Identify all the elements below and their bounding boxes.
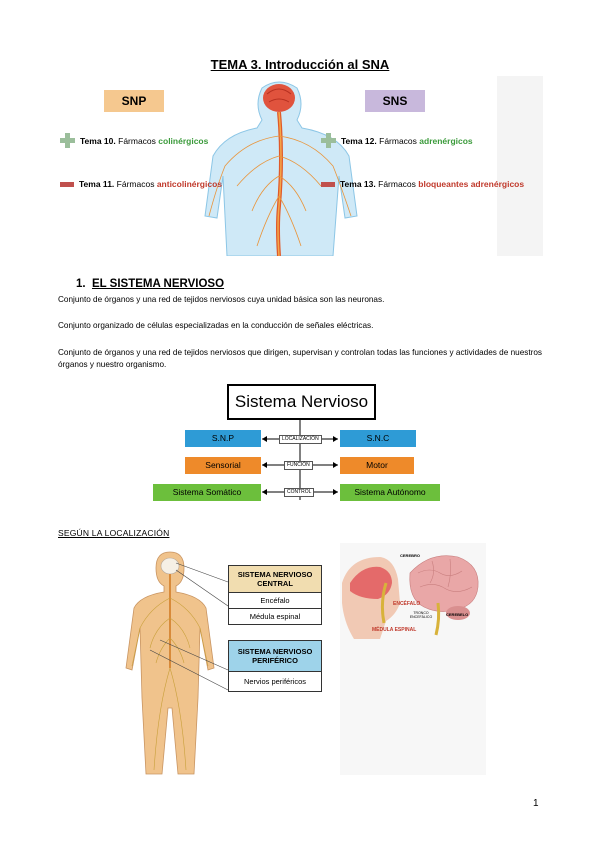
tema-13-item: Tema 13. Fármacos bloqueantes adrenérgicos [321, 179, 524, 189]
nervios-row: Nervios periféricos [243, 677, 307, 686]
encefalo-row: Encéfalo [229, 593, 321, 609]
snp-table [228, 640, 322, 692]
page-number: 1 [533, 798, 539, 809]
somatico-box: Sistema Somático [153, 484, 261, 501]
snp-box: S.N.P [185, 430, 261, 447]
sensorial-box: Sensorial [185, 457, 261, 474]
tema-12-item: Tema 12. Fármacos adrenérgicos [321, 133, 473, 148]
paragraph-1: Conjunto de órganos y una red de tejidos nerviosos cuya unidad básica son las neuronas. [58, 295, 385, 304]
paragraph-3: Conjunto de órganos y una red de tejidos nerviosos que dirigen, supervisan y controlan todas las funciones y actividades de nuestros órganos y nuestro organismo. [58, 348, 542, 369]
sns-tag: SNS [365, 90, 425, 112]
cerebelo-label: CEREBELO [446, 612, 469, 617]
motor-box: Motor [340, 457, 414, 474]
cerebro-label: CEREBRO [400, 553, 421, 558]
control-label: CONTROL [284, 488, 314, 497]
tema-10-item: Tema 10. Fármacos colinérgicos [60, 133, 208, 148]
tema-11-item: Tema 11. Fármacos anticolinérgicos [60, 179, 222, 189]
snp-header: SISTEMA NERVIOSO PERIFÉRICO [229, 641, 321, 672]
autonomo-box: Sistema Autónomo [340, 484, 440, 501]
medula-label: MÉDULA ESPINAL [372, 627, 417, 633]
tronco-label: TRONCO ENCEFÁLICO [409, 611, 433, 619]
medula-row: Médula espinal [249, 612, 301, 621]
funcion-label: FUNCIÓN [284, 461, 313, 470]
localizacion-label: LOCALIZACIÓN [279, 435, 322, 444]
section-heading: 1. EL SISTEMA NERVIOSO [76, 278, 225, 290]
page-title: TEMA 3. Introducción al SNA [210, 57, 390, 72]
snc-header: SISTEMA NERVIOSO CENTRAL [229, 566, 321, 593]
snc-table [228, 565, 322, 625]
paragraph-2: Conjunto organizado de células especializadas en la conducción de señales eléctricas. [58, 321, 374, 330]
snc-box: S.N.C [340, 430, 416, 447]
localizacion-subtitle: SEGÚN LA LOCALIZACIÓN [58, 528, 170, 538]
sistema-nervioso-box: Sistema Nervioso [227, 384, 376, 420]
snp-tag: SNP [104, 90, 164, 112]
encefalo-label: ENCÉFALO [393, 601, 421, 607]
